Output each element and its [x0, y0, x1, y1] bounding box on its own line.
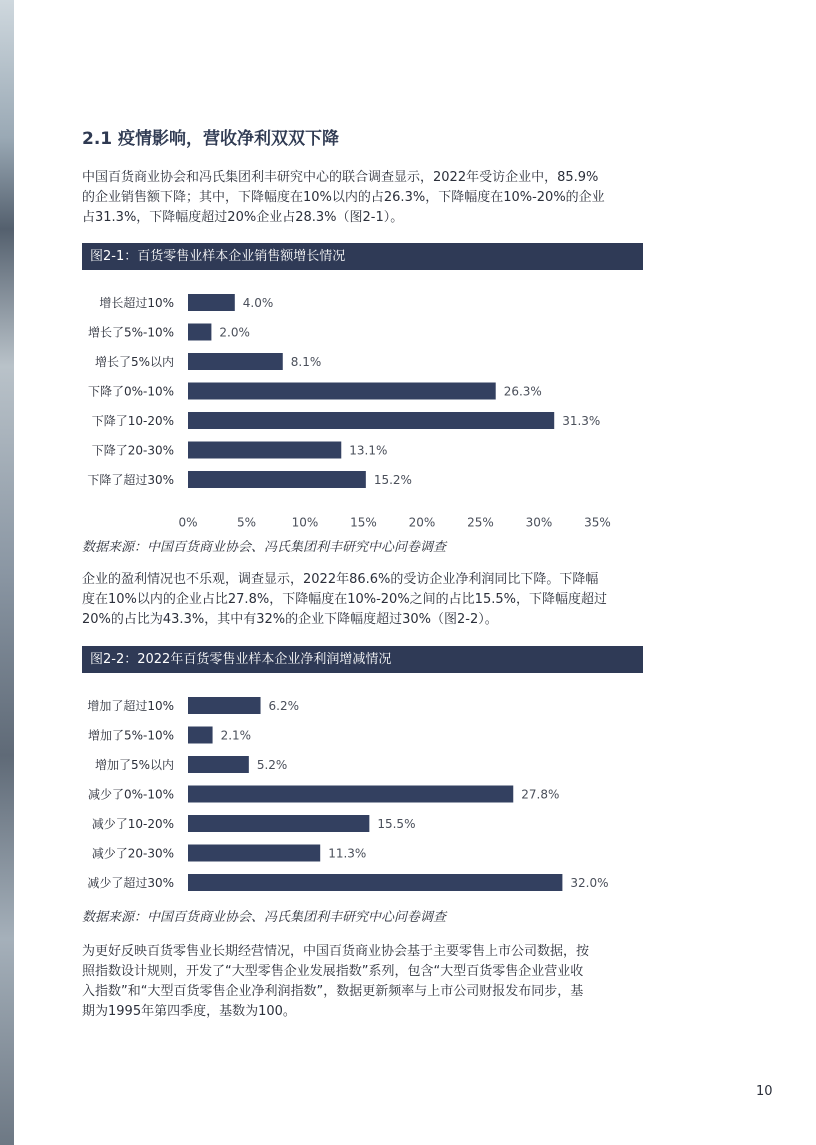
x-tick-label: 30% [525, 515, 553, 530]
value-label: 15.5% [377, 817, 416, 831]
category-label: 减少了20-30% [91, 846, 174, 861]
value-label: 11.3% [328, 846, 367, 861]
category-label: 增长了5%以内 [94, 355, 174, 369]
paragraph-line: 度在10%以内的企业占比27.8%，下降幅度在10%-20%之间的占比15.5%，下降幅度超过 [82, 592, 607, 607]
value-label: 31.3% [562, 414, 601, 428]
category-label: 下降了超过30% [87, 473, 174, 487]
bar [188, 874, 562, 891]
figure-2-1-chart [0, 285, 660, 530]
figure-2-2-source: 数据来源：中国百货商业协会、冯氏集团利丰研究中心问卷调查 [82, 910, 447, 925]
decorative-side-strip [0, 0, 14, 1145]
paragraph-line: 的企业销售额下降；其中，下降幅度在10%以内的占26.3%，下降幅度在10%-20%的企业 [82, 190, 605, 205]
value-label: 4.0% [242, 296, 274, 310]
bar [188, 845, 320, 862]
x-tick-label: 15% [350, 515, 377, 530]
category-label: 增长了5%-10% [87, 325, 174, 340]
category-label: 增加了5%以内 [94, 758, 174, 772]
category-label: 减少了超过30% [87, 876, 174, 890]
bar [188, 383, 496, 400]
paragraph-line: 企业的盈利情况也不乐观，调查显示，2022年86.6%的受访企业净利润同比下降。下降幅 [82, 572, 599, 587]
bar [188, 756, 249, 773]
value-label: 2.0% [219, 325, 250, 340]
paragraph-line: 20%的占比为43.3%，其中有32%的企业下降幅度超过30%（图2-2）。 [82, 612, 498, 627]
category-label: 减少了0%-10% [87, 787, 174, 802]
profit-paragraph [82, 570, 648, 630]
value-label: 2.1% [220, 728, 252, 743]
bar [188, 353, 283, 370]
figure-2-1-header: 图2-1：百货零售业样本企业销售额增长情况 [82, 243, 643, 270]
x-tick-label: 20% [408, 515, 436, 530]
category-label: 下降了0%-10% [87, 384, 174, 399]
x-tick-label: 35% [584, 515, 611, 530]
figure-2-2-chart [0, 688, 660, 898]
figure-2-1-source: 数据来源：中国百货商业协会、冯氏集团利丰研究中心问卷调查 [82, 540, 447, 555]
category-label: 下降了20-30% [91, 443, 174, 458]
x-tick-label: 5% [236, 515, 257, 530]
value-label: 15.2% [373, 473, 412, 487]
section-title: 2.1 疫情影响，营收净利双双下降 [82, 129, 340, 149]
index-paragraph [82, 942, 648, 1022]
bar [188, 442, 341, 459]
value-label: 13.1% [349, 443, 388, 458]
paragraph-line: 占31.3%，下降幅度超过20%企业占28.3%（图2-1）。 [82, 210, 404, 225]
value-label: 32.0% [570, 876, 609, 890]
x-tick-label: 25% [467, 515, 494, 530]
paragraph-line: 入指数”和“大型百货零售企业净利润指数”，数据更新频率与上市公司财报发布同步，基 [82, 984, 584, 999]
bar [188, 324, 211, 341]
figure-2-2-header: 图2-2：2022年百货零售业样本企业净利润增减情况 [82, 646, 643, 673]
bar [188, 786, 513, 803]
paragraph-line: 照指数设计规则，开发了“大型零售企业发展指数”系列，包含“大型百货零售企业营业收 [82, 964, 584, 979]
page-number: 10 [756, 1084, 773, 1099]
category-label: 减少了10-20% [91, 817, 174, 831]
value-label: 6.2% [268, 699, 300, 713]
bar [188, 412, 554, 429]
bar [188, 697, 261, 714]
category-label: 下降了10-20% [91, 414, 174, 428]
paragraph-line: 为更好反映百货零售业长期经营情况，中国百货商业协会基于主要零售上市公司数据，按 [82, 944, 590, 959]
value-label: 5.2% [256, 758, 288, 772]
x-tick-label: 10% [291, 515, 319, 530]
category-label: 增加了5%-10% [87, 728, 174, 743]
value-label: 27.8% [521, 787, 560, 802]
bar [188, 815, 369, 832]
category-label: 增加了超过10% [87, 699, 174, 713]
paragraph-line: 期为1995年第四季度，基数为100。 [82, 1004, 296, 1019]
bar [188, 471, 366, 488]
value-label: 26.3% [503, 384, 542, 399]
bar [188, 294, 235, 311]
intro-paragraph [82, 168, 648, 228]
value-label: 8.1% [290, 355, 322, 369]
category-label: 增长超过10% [99, 296, 174, 310]
bar [188, 727, 213, 744]
paragraph-line: 中国百货商业协会和冯氏集团利丰研究中心的联合调查显示，2022年受访企业中，85.9% [82, 170, 599, 185]
x-tick-label: 0% [178, 515, 198, 530]
